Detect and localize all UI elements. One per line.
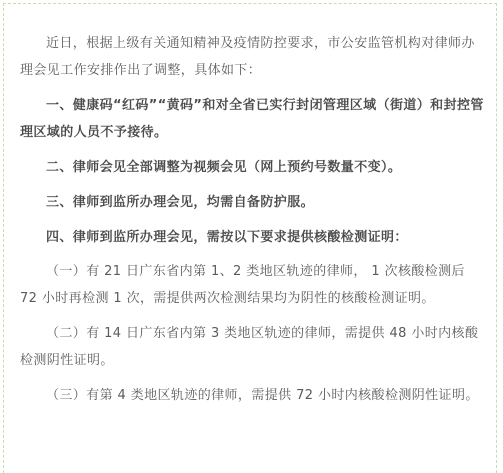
sub-item-category-4: （三）有第 4 类地区轨迹的律师，需提供 72 小时内核酸检测阴性证明。: [46, 388, 479, 403]
intro-paragraph: 近日，根据上级有关通知精神及疫情防控要求，市公安监管机构对律师办理会见工作安排作出了调整，具体如下：: [20, 36, 475, 78]
item-health-code: 一、健康码“红码”“黄码”和对全省已实行封闭管理区域（街道）和封控管理区域的人员不予接待。: [20, 98, 484, 140]
item-video-meeting: 二、律师会见全部调整为视频会见（网上预约号数量不变）。: [46, 160, 402, 175]
item-nucleic-test: 四、律师到监所办理会见，需按以下要求提供核酸检测证明：: [46, 230, 408, 245]
sub-item-category-3: （二）有 14 日广东省内第 3 类地区轨迹的律师，需提供 48 小时内核酸检测阴性证明。: [20, 326, 479, 368]
notice-body: [20, 30, 484, 417]
sub-item-category-1-2: （一）有 21 日广东省内第 1、2 类地区轨迹的律师， 1 次核酸检测后 72 小时再检测 1 次，需提供两次检测结果均为阴性的核酸检测证明。: [20, 264, 465, 306]
item-protective-suit: 三、律师到监所办理会见，均需自备防护服。: [46, 195, 315, 210]
